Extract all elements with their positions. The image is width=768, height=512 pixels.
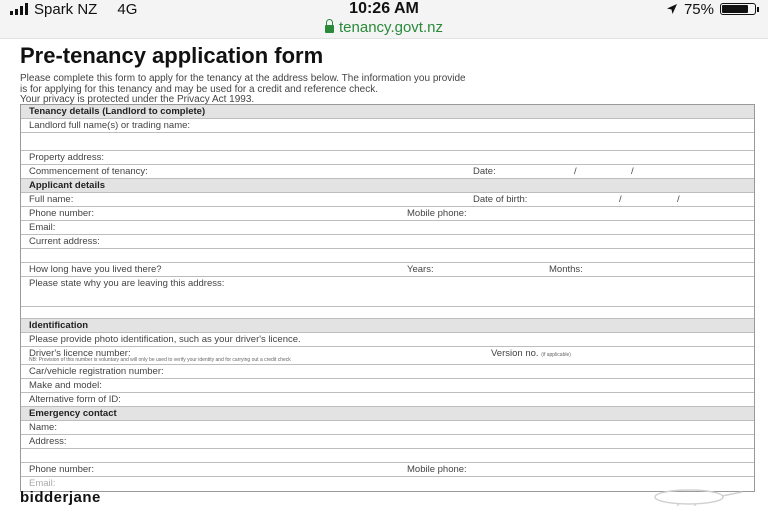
field-label: How long have you lived there? bbox=[29, 264, 162, 275]
date-slash: / bbox=[574, 166, 577, 177]
mobile-label: Mobile phone: bbox=[407, 208, 467, 219]
field-ec-address-continued[interactable] bbox=[21, 449, 754, 463]
months-label: Months: bbox=[549, 264, 583, 275]
field-label: Full name: bbox=[29, 194, 74, 205]
field-label: Email: bbox=[29, 222, 56, 233]
kiwi-bird-icon bbox=[634, 484, 744, 506]
date-label: Date: bbox=[473, 166, 496, 177]
field-label: Please state why you are leaving this address: bbox=[29, 278, 225, 289]
field-label: Landlord full name(s) or trading name: bbox=[29, 120, 191, 131]
field-label: Commencement of tenancy: bbox=[29, 166, 148, 177]
field-current-address-continued[interactable] bbox=[21, 249, 754, 263]
field-current-address[interactable] bbox=[21, 235, 754, 249]
field-why-leaving-continued[interactable] bbox=[21, 307, 754, 319]
battery-icon bbox=[720, 3, 756, 15]
field-ec-phone[interactable] bbox=[21, 463, 754, 477]
field-label: Address: bbox=[29, 436, 67, 447]
intro-line: Your privacy is protected under the Privacy Act 1993. bbox=[20, 94, 255, 105]
field-drivers-licence[interactable] bbox=[21, 347, 754, 365]
years-label: Years: bbox=[407, 264, 434, 275]
watermark-brand: bidderjane bbox=[20, 489, 101, 506]
if-applicable-text: (if applicable) bbox=[541, 352, 571, 358]
status-time: 10:26 AM bbox=[349, 0, 419, 17]
instruction-text: Please provide photo identification, such as your driver's licence. bbox=[29, 334, 301, 345]
field-label: Current address: bbox=[29, 236, 100, 247]
field-why-leaving[interactable] bbox=[21, 277, 754, 307]
field-ec-address[interactable] bbox=[21, 435, 754, 449]
field-property-address[interactable] bbox=[21, 151, 754, 165]
battery-percent: 75% bbox=[683, 0, 714, 18]
address-bar[interactable] bbox=[0, 18, 768, 36]
field-label: Car/vehicle registration number: bbox=[29, 366, 164, 377]
date-slash: / bbox=[631, 166, 634, 177]
section-header-tenancy: Tenancy details (Landlord to complete) bbox=[21, 105, 754, 119]
section-header-identification: Identification bbox=[21, 319, 754, 333]
field-alt-id[interactable] bbox=[21, 393, 754, 407]
intro-line: is for applying for this tenancy and may be used for a credit and reference check. bbox=[20, 83, 378, 95]
version-text: Version no. bbox=[491, 348, 539, 359]
url-text: tenancy.govt.nz bbox=[339, 18, 443, 36]
application-form bbox=[20, 104, 755, 492]
dob-label: Date of birth: bbox=[473, 194, 528, 205]
mobile-label: Mobile phone: bbox=[407, 464, 467, 475]
intro-text bbox=[20, 74, 756, 106]
field-car-registration[interactable] bbox=[21, 365, 754, 379]
location-arrow-icon bbox=[666, 3, 678, 15]
licence-note: NB: Provision of this number is voluntary and will only be used to verify your identity and for carrying out a credit check bbox=[29, 357, 291, 363]
field-label: Alternative form of ID: bbox=[29, 394, 121, 405]
section-header-applicant: Applicant details bbox=[21, 179, 754, 193]
version-label bbox=[491, 347, 571, 362]
page-title: Pre-tenancy application form bbox=[20, 43, 324, 68]
field-label: Name: bbox=[29, 422, 57, 433]
field-full-name[interactable] bbox=[21, 193, 754, 207]
carrier-name: Spark NZ bbox=[34, 0, 98, 18]
date-slash: / bbox=[677, 194, 680, 205]
intro-line: Please complete this form to apply for the tenancy at the address below. The information you provide bbox=[20, 73, 466, 84]
section-header-emergency: Emergency contact bbox=[21, 407, 754, 421]
field-ec-name[interactable] bbox=[21, 421, 754, 435]
field-label: Phone number: bbox=[29, 208, 94, 219]
network-type: 4G bbox=[117, 0, 138, 18]
photo-id-instruction bbox=[21, 333, 754, 347]
field-how-long[interactable] bbox=[21, 263, 754, 277]
field-phone[interactable] bbox=[21, 207, 754, 221]
status-right bbox=[666, 0, 756, 18]
field-landlord-name-continued[interactable] bbox=[21, 133, 754, 151]
field-label: Make and model: bbox=[29, 380, 102, 391]
field-make-model[interactable] bbox=[21, 379, 754, 393]
date-slash: / bbox=[619, 194, 622, 205]
status-bar bbox=[0, 0, 768, 39]
field-label: Driver's licence number: bbox=[29, 348, 131, 359]
field-commencement[interactable] bbox=[21, 165, 754, 179]
lock-icon bbox=[325, 25, 334, 33]
field-label: Property address: bbox=[29, 152, 104, 163]
document-header bbox=[20, 42, 756, 106]
field-landlord-name[interactable] bbox=[21, 119, 754, 133]
field-label: Phone number: bbox=[29, 464, 94, 475]
field-email[interactable] bbox=[21, 221, 754, 235]
field-label: Email: bbox=[29, 478, 56, 489]
